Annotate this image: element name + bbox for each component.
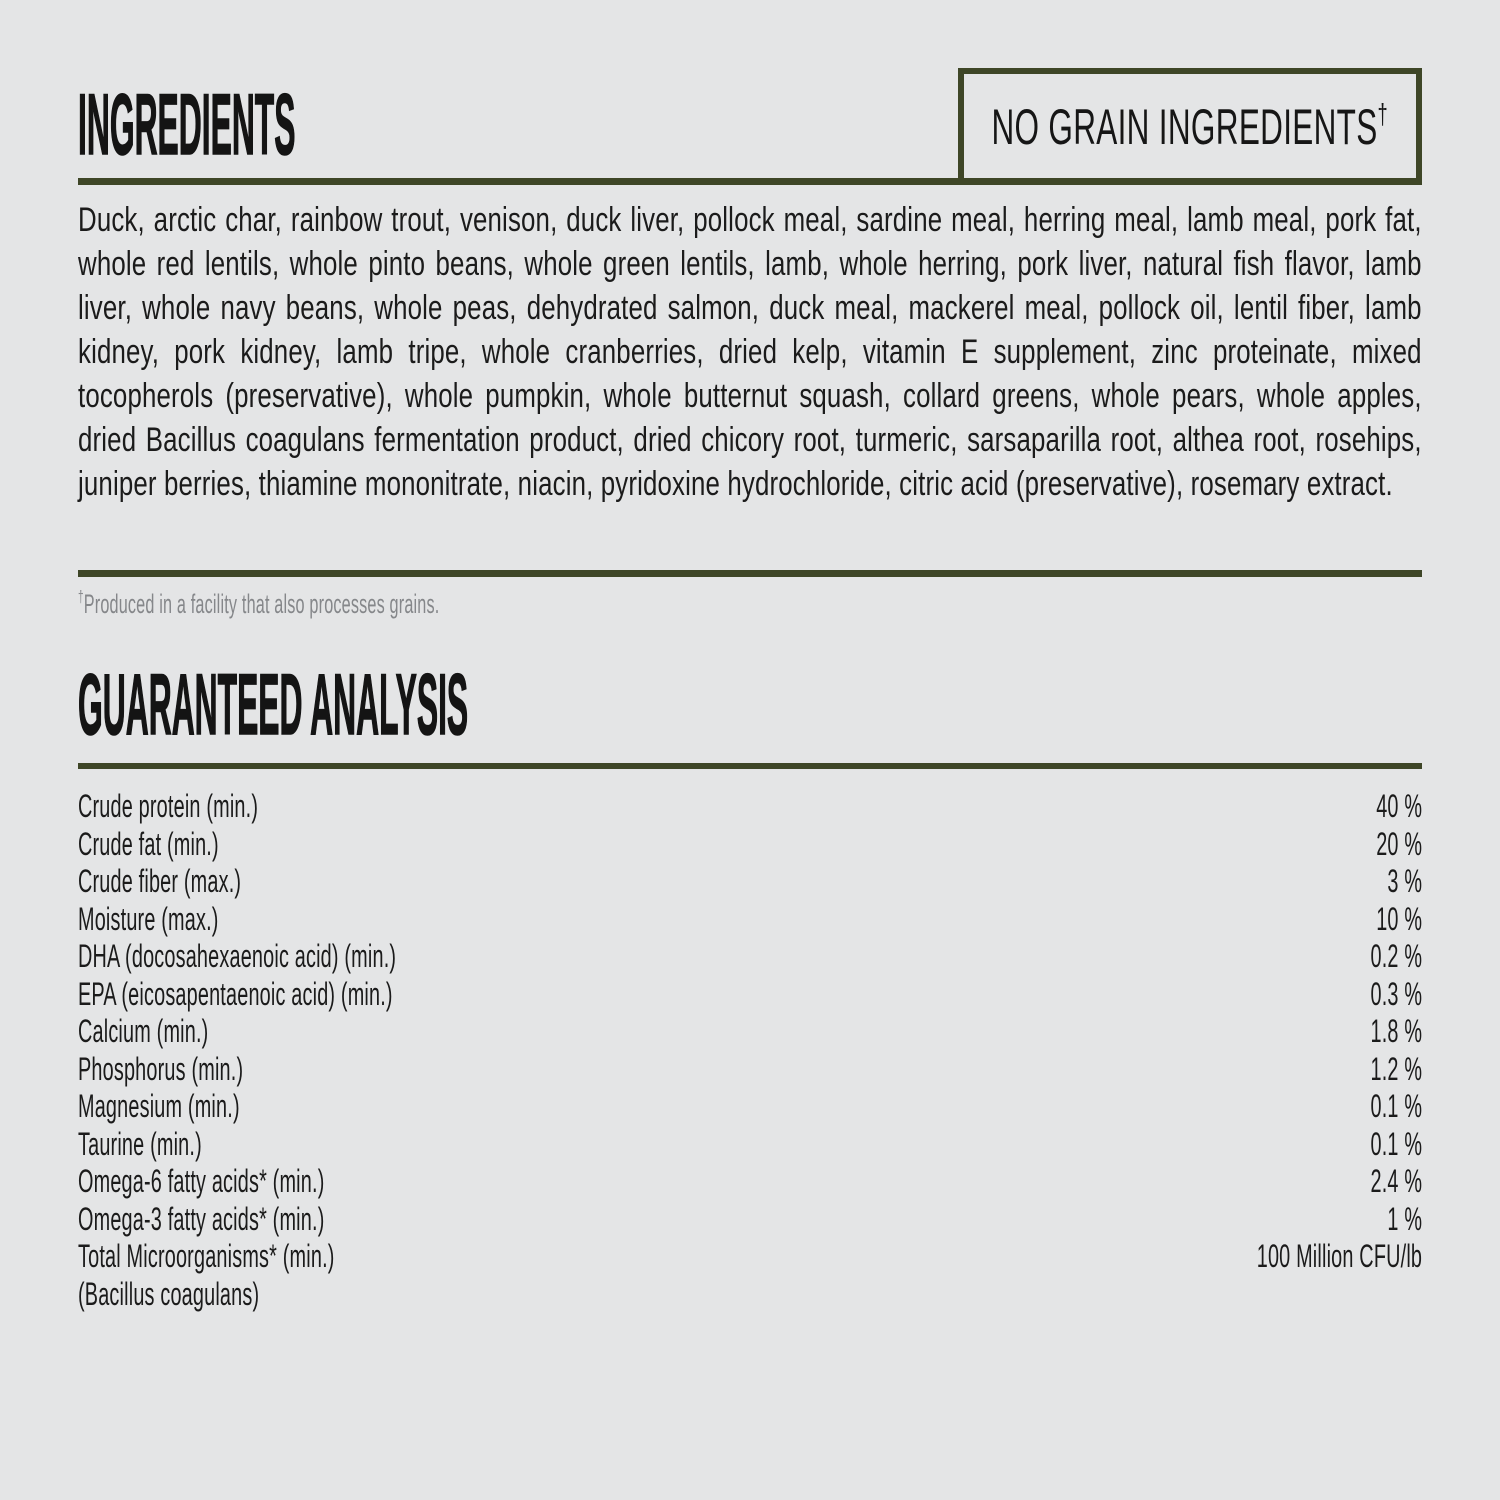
nutrient-value: 3 % [1387,863,1423,899]
nutrient-value: 1.8 % [1370,1013,1423,1049]
nutrient-value: 0.2 % [1370,938,1423,974]
header-divider-rule [78,178,1422,185]
footnote-text: Produced in a facility that also processes grains. [83,589,440,619]
table-row [78,938,1422,976]
nutrient-label: Magnesium (min.) [78,1088,240,1124]
nutrient-value: 20 % [1376,825,1423,862]
nutrient-value: 10 % [1376,900,1423,937]
table-row [78,1201,1422,1239]
nutrient-label: Crude protein (min.) [78,788,259,824]
table-row [78,1163,1422,1201]
nutrient-value: 2.4 % [1370,1163,1423,1199]
nutrient-label: Moisture (max.) [78,900,219,937]
table-row [78,1051,1422,1089]
guaranteed-analysis-table [78,788,1422,1313]
ingredients-paragraph: Duck, arctic char, rainbow trout, venison, duck liver, pollock meal, sardine meal, herring meal, lamb meal, pork fat, whole red lentils, whole pinto beans, whole green lentils, lamb, whole herring, pork liver, natural fish flavor, lamb liver, whole navy beans, whole peas, dehydrated salmon, duck meal, mackerel meal, pollock oil, lentil fiber, lamb kidney, pork kidney, lamb tripe, whole cranberries, dried kelp, vitamin E supplement, zinc proteinate, mixed tocopherols (preservative), whole pumpkin, whole butternut squash, collard greens, whole pears, whole apples, dried Bacillus coagulans fermentation product, dried chicory root, turmeric, sarsaparilla root, althea root, rosehips, juniper berries, thiamine mononitrate, niacin, pyridoxine hydrochloride, citric acid (preservative), rosemary extract. [78,201,1422,503]
ingredients-title: INGREDIENTS [78,77,296,173]
table-row [78,976,1422,1014]
nutrient-value: 0.1 % [1370,1088,1423,1124]
nutrient-label: Crude fiber (max.) [78,863,242,899]
no-grain-badge-label: NO GRAIN INGREDIENTS [991,98,1378,155]
no-grain-badge-text [992,98,1389,156]
table-row [78,901,1422,939]
nutrient-label: Phosphorus (min.) [78,1050,244,1087]
nutrient-label: Taurine (min.) [78,1125,202,1162]
nutrient-label: Calcium (min.) [78,1013,209,1049]
table-row [78,863,1422,901]
nutrient-label: Total Microorganisms* (min.) [78,1238,335,1274]
nutrient-label: Omega-3 fatty acids* (min.) [78,1200,325,1237]
grain-facility-footnote [78,588,678,620]
guaranteed-analysis-title: GUARANTEED ANALYSIS [78,657,469,753]
analysis-divider-rule [78,763,1422,769]
no-grain-badge [958,68,1422,185]
table-row [78,788,1422,826]
nutrient-label: Crude fat (min.) [78,825,219,862]
nutrient-label: DHA (docosahexaenoic acid) (min.) [78,938,397,974]
nutrient-label: EPA (eicosapentaenoic acid) (min.) [78,975,393,1012]
table-row [78,826,1422,864]
nutrient-label: Omega-6 fatty acids* (min.) [78,1163,325,1199]
nutrient-value: 0.3 % [1370,975,1423,1012]
nutrient-value: 40 % [1376,788,1423,824]
table-row [78,1088,1422,1126]
nutrient-value: 1.2 % [1370,1050,1423,1087]
table-row [78,1238,1422,1276]
table-row [78,1013,1422,1051]
footnote-divider-rule [78,570,1422,577]
nutrient-value: 0.1 % [1370,1125,1423,1162]
nutrient-value: 100 Million CFU/lb [1256,1238,1423,1274]
table-row [78,1276,1422,1314]
nutrient-value: 1 % [1387,1200,1423,1237]
footnote-dagger: † [78,587,84,606]
nutrient-label: (Bacillus coagulans) [78,1275,260,1312]
table-row [78,1126,1422,1164]
dagger-superscript: † [1377,98,1389,131]
